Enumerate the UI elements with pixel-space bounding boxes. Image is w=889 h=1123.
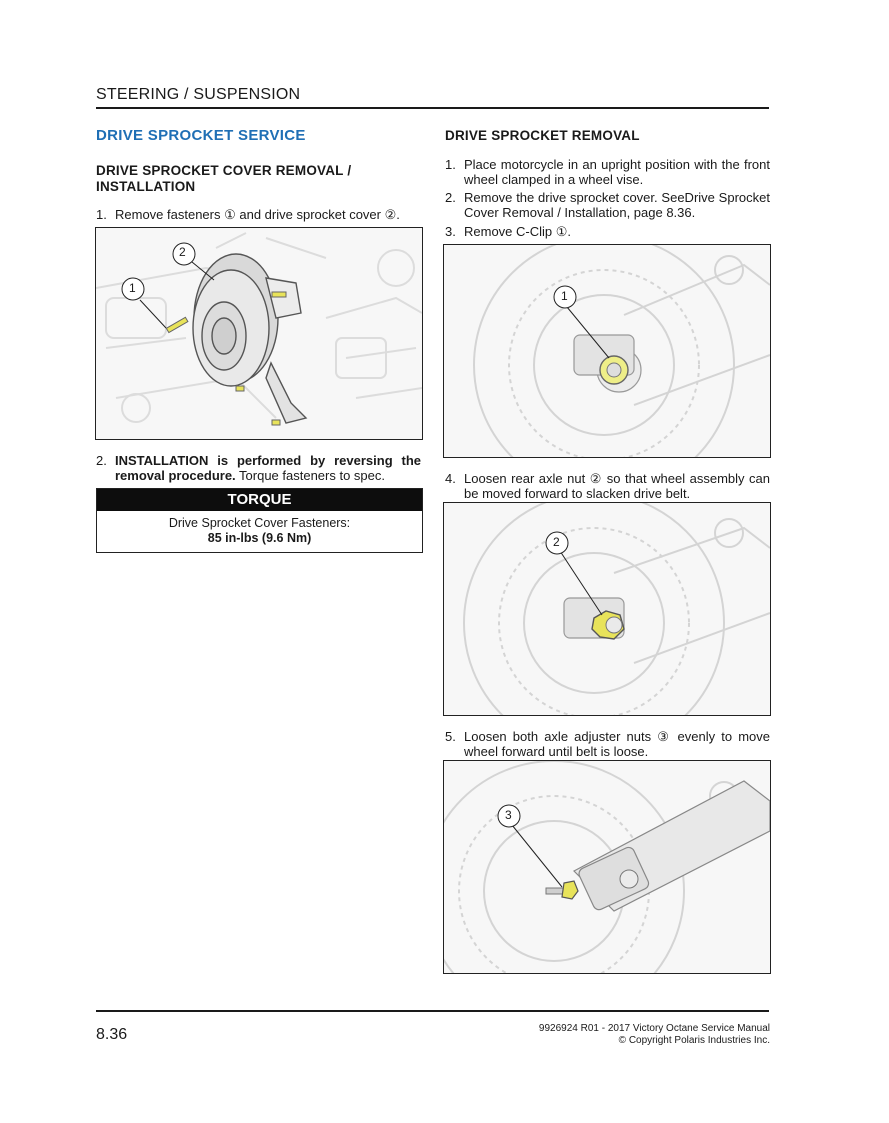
step-text: Place motorcycle in an upright position with the front wheel clamped in a wheel vise. xyxy=(464,157,770,187)
step-number: 1. xyxy=(445,157,456,172)
sprocket-cover-illustration xyxy=(96,228,422,439)
step-bold-text: INSTALLATION is performed by reversing the removal procedure. xyxy=(115,453,421,483)
figure-sprocket-cover xyxy=(95,227,423,440)
figure-c-clip xyxy=(443,244,771,458)
right-step-5 xyxy=(445,729,770,759)
step-text: Remove C-Clip ①. xyxy=(464,224,572,239)
torque-value: 85 in-lbs (9.6 Nm) xyxy=(207,531,312,545)
manual-title: 9926924 R01 - 2017 Victory Octane Service Manual xyxy=(538,1023,770,1034)
step-number: 2. xyxy=(96,453,107,468)
torque-box xyxy=(96,488,423,553)
page-number: 8.36 xyxy=(96,1026,128,1043)
right-step-2 xyxy=(445,190,770,220)
section-header: STEERING / SUSPENSION xyxy=(96,86,301,103)
callout-1: 1 xyxy=(129,281,136,295)
step-number: 4. xyxy=(445,471,456,486)
step-number: 2. xyxy=(445,190,456,205)
step-number: 3. xyxy=(445,224,456,239)
right-step-1 xyxy=(445,157,770,187)
step-text: Loosen rear axle nut ② so that wheel assembly can be moved forward to slacken drive belt. xyxy=(464,471,770,501)
left-step-1 xyxy=(96,207,421,222)
figure-adjuster-nuts xyxy=(443,760,771,974)
subsection-title-removal: DRIVE SPROCKET REMOVAL xyxy=(445,128,640,143)
torque-title: TORQUE xyxy=(97,489,422,511)
step-number: 5. xyxy=(445,729,456,744)
copyright: © Copyright Polaris Industries Inc. xyxy=(618,1035,770,1046)
header-rule xyxy=(96,107,769,109)
callout-1: 1 xyxy=(561,289,568,303)
callout-2: 2 xyxy=(179,245,186,259)
footer-rule xyxy=(96,1010,769,1012)
step-number: 1. xyxy=(96,207,107,222)
adjuster-nuts-illustration xyxy=(444,761,770,973)
step-text xyxy=(115,453,421,483)
footer-info xyxy=(539,1023,770,1047)
step-text: Loosen both axle adjuster nuts ③ evenly to move wheel forward until belt is loose. xyxy=(464,729,770,759)
step-text: Remove fasteners ① and drive sprocket cover ②. xyxy=(115,207,400,222)
left-step-2 xyxy=(96,453,421,483)
callout-2: 2 xyxy=(553,535,560,549)
step-text: Remove the drive sprocket cover. SeeDrive Sprocket Cover Removal / Installation, page 8.36. xyxy=(464,190,770,220)
figure-axle-nut xyxy=(443,502,771,716)
right-step-3 xyxy=(445,224,770,239)
subsection-title-cover: DRIVE SPROCKET COVER REMOVAL / INSTALLATION xyxy=(96,163,352,194)
section-title: DRIVE SPROCKET SERVICE xyxy=(96,127,306,144)
right-step-4 xyxy=(445,471,770,501)
callout-3: 3 xyxy=(505,808,512,822)
torque-item: Drive Sprocket Cover Fasteners: xyxy=(168,516,351,530)
axle-nut-illustration xyxy=(444,503,770,715)
step-plain-text: Torque fasteners to spec. xyxy=(235,468,386,483)
c-clip-illustration xyxy=(444,245,770,457)
